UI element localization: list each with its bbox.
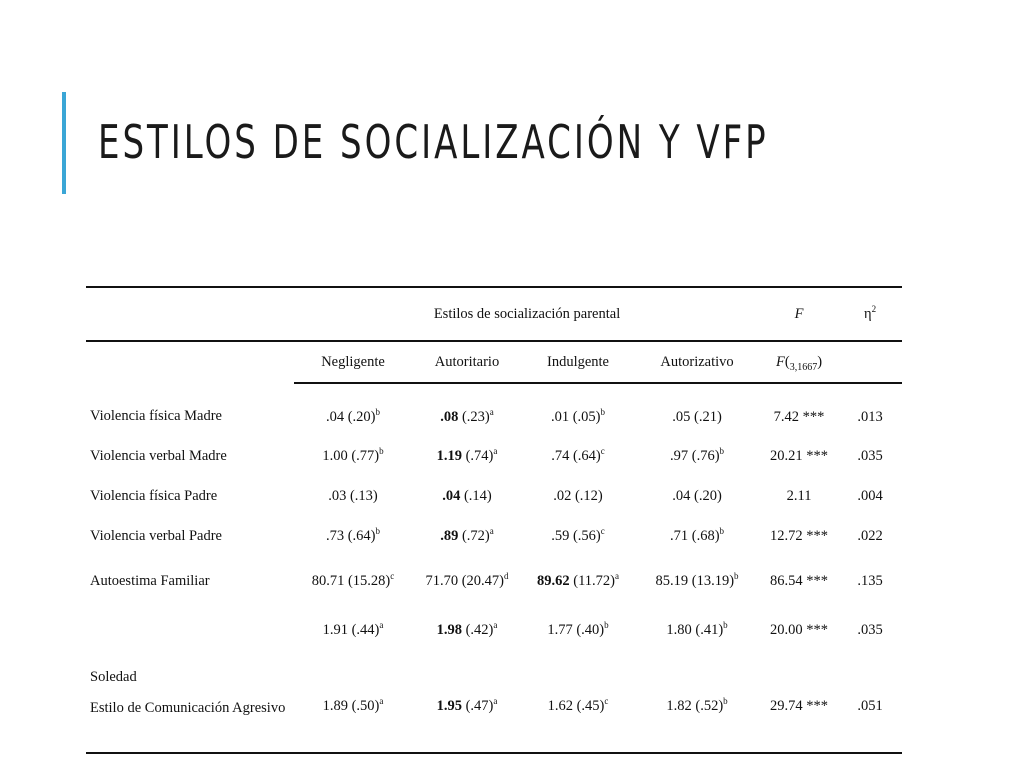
col-header-f-df: $F(_{3,1667})$ (760, 341, 838, 383)
table-cell: 1.62 $(.45)^c$ (522, 692, 634, 753)
table-cell: 80.71 $(15.28)^c$ (311, 570, 395, 589)
f-value: 7.42 *** (773, 408, 825, 425)
table-cell: 1.95 $(.47)^a$ (412, 692, 522, 753)
table-cell: 1.89 $(.50)^a$ (294, 692, 412, 753)
table-cell: 1.77 $(.40)^b$ (547, 620, 609, 638)
eta-value: .022 (857, 527, 883, 544)
table-row (86, 606, 902, 692)
table-cell: .74 $(.64)^c$ (551, 445, 605, 464)
title-accent-bar (62, 92, 66, 194)
eta-value: .004 (857, 487, 883, 504)
table-cell: 71.70 $(20.47)^d$ (425, 570, 509, 589)
table-cell: .71 $(.68)^b$ (670, 525, 725, 544)
f-header: F (760, 287, 838, 341)
table-row (86, 556, 902, 606)
table-cell: 1.98 $(.42)^a$ (436, 620, 498, 638)
col-header-autoritario: Autoritario (412, 341, 522, 383)
eta-value: .135 (857, 572, 883, 589)
col-header-autorizativo: Autorizativo (634, 341, 760, 383)
row-label: Violencia física Padre (90, 487, 218, 504)
table-cell: 1.91 $(.44)^a$ (322, 620, 384, 638)
row-label: Violencia física Madre (90, 408, 222, 424)
eta-value: .051 (838, 692, 902, 753)
table-cell: .02 (.12) (553, 487, 603, 504)
f-value: 29.74 *** (760, 692, 838, 753)
f-value: 20.21 *** (770, 447, 829, 464)
table-cell: .08 $(.23)^a$ (440, 406, 494, 425)
row-label: Violencia verbal Padre (90, 527, 222, 544)
table-cell: .59 $(.56)^c$ (551, 525, 605, 544)
f-value: 20.00 *** (770, 622, 829, 638)
eta-header: $\eta^2$ (838, 287, 902, 341)
col-header-negligente: Negligente (294, 341, 412, 383)
socialization-table (86, 286, 902, 754)
row-label: Estilo de Comunicación Agresivo (86, 692, 294, 753)
table-cell: .04 (.20) (672, 487, 722, 504)
table-cell: .01 $(.05)^b$ (550, 406, 606, 425)
table-cell: 1.00 $(.77)^b$ (322, 445, 384, 464)
f-value: 86.54 *** (770, 572, 829, 589)
row-label: Violencia verbal Madre (90, 447, 227, 464)
table-row (86, 476, 902, 516)
row-label: Soledad (90, 669, 137, 685)
table-cell: 85.19 $(13.19)^b$ (655, 570, 739, 589)
table-group-header-row (86, 287, 902, 341)
table-row (86, 516, 902, 556)
table-cell: 1.82 $(.52)^b$ (634, 692, 760, 753)
table-cell: 1.80 $(.41)^b$ (666, 620, 728, 638)
table-cell: .05 (.21) (672, 408, 722, 425)
f-value: 12.72 *** (770, 527, 829, 544)
table-row (86, 383, 902, 436)
col-header-indulgente: Indulgente (522, 341, 634, 383)
table-cell: .73 $(.64)^b$ (325, 525, 381, 544)
eta-value: .013 (857, 408, 883, 425)
table-cell: 89.62 $(11.72)^a$ (537, 570, 619, 589)
table-cell: .97 $(.76)^b$ (670, 445, 725, 464)
slide-title: ESTILOS DE SOCIALIZACIÓN Y VFP (98, 115, 769, 169)
table-row (86, 692, 902, 753)
group-header: Estilos de socialización parental (294, 287, 760, 341)
table-cell: .03 (.13) (328, 487, 378, 504)
table-cell: .04 $(.20)^b$ (325, 406, 381, 425)
eta-value: .035 (857, 447, 883, 464)
table-cell: .89 $(.72)^a$ (440, 525, 494, 544)
table-cell: 1.19 $(.74)^a$ (436, 445, 498, 464)
eta-value: .035 (857, 622, 883, 638)
table-cell: .04 (.14) (442, 487, 492, 504)
table-row (86, 436, 902, 476)
f-value: 2.11 (786, 487, 812, 504)
table-column-header-row (86, 341, 902, 383)
row-label: Autoestima Familiar (90, 572, 210, 589)
